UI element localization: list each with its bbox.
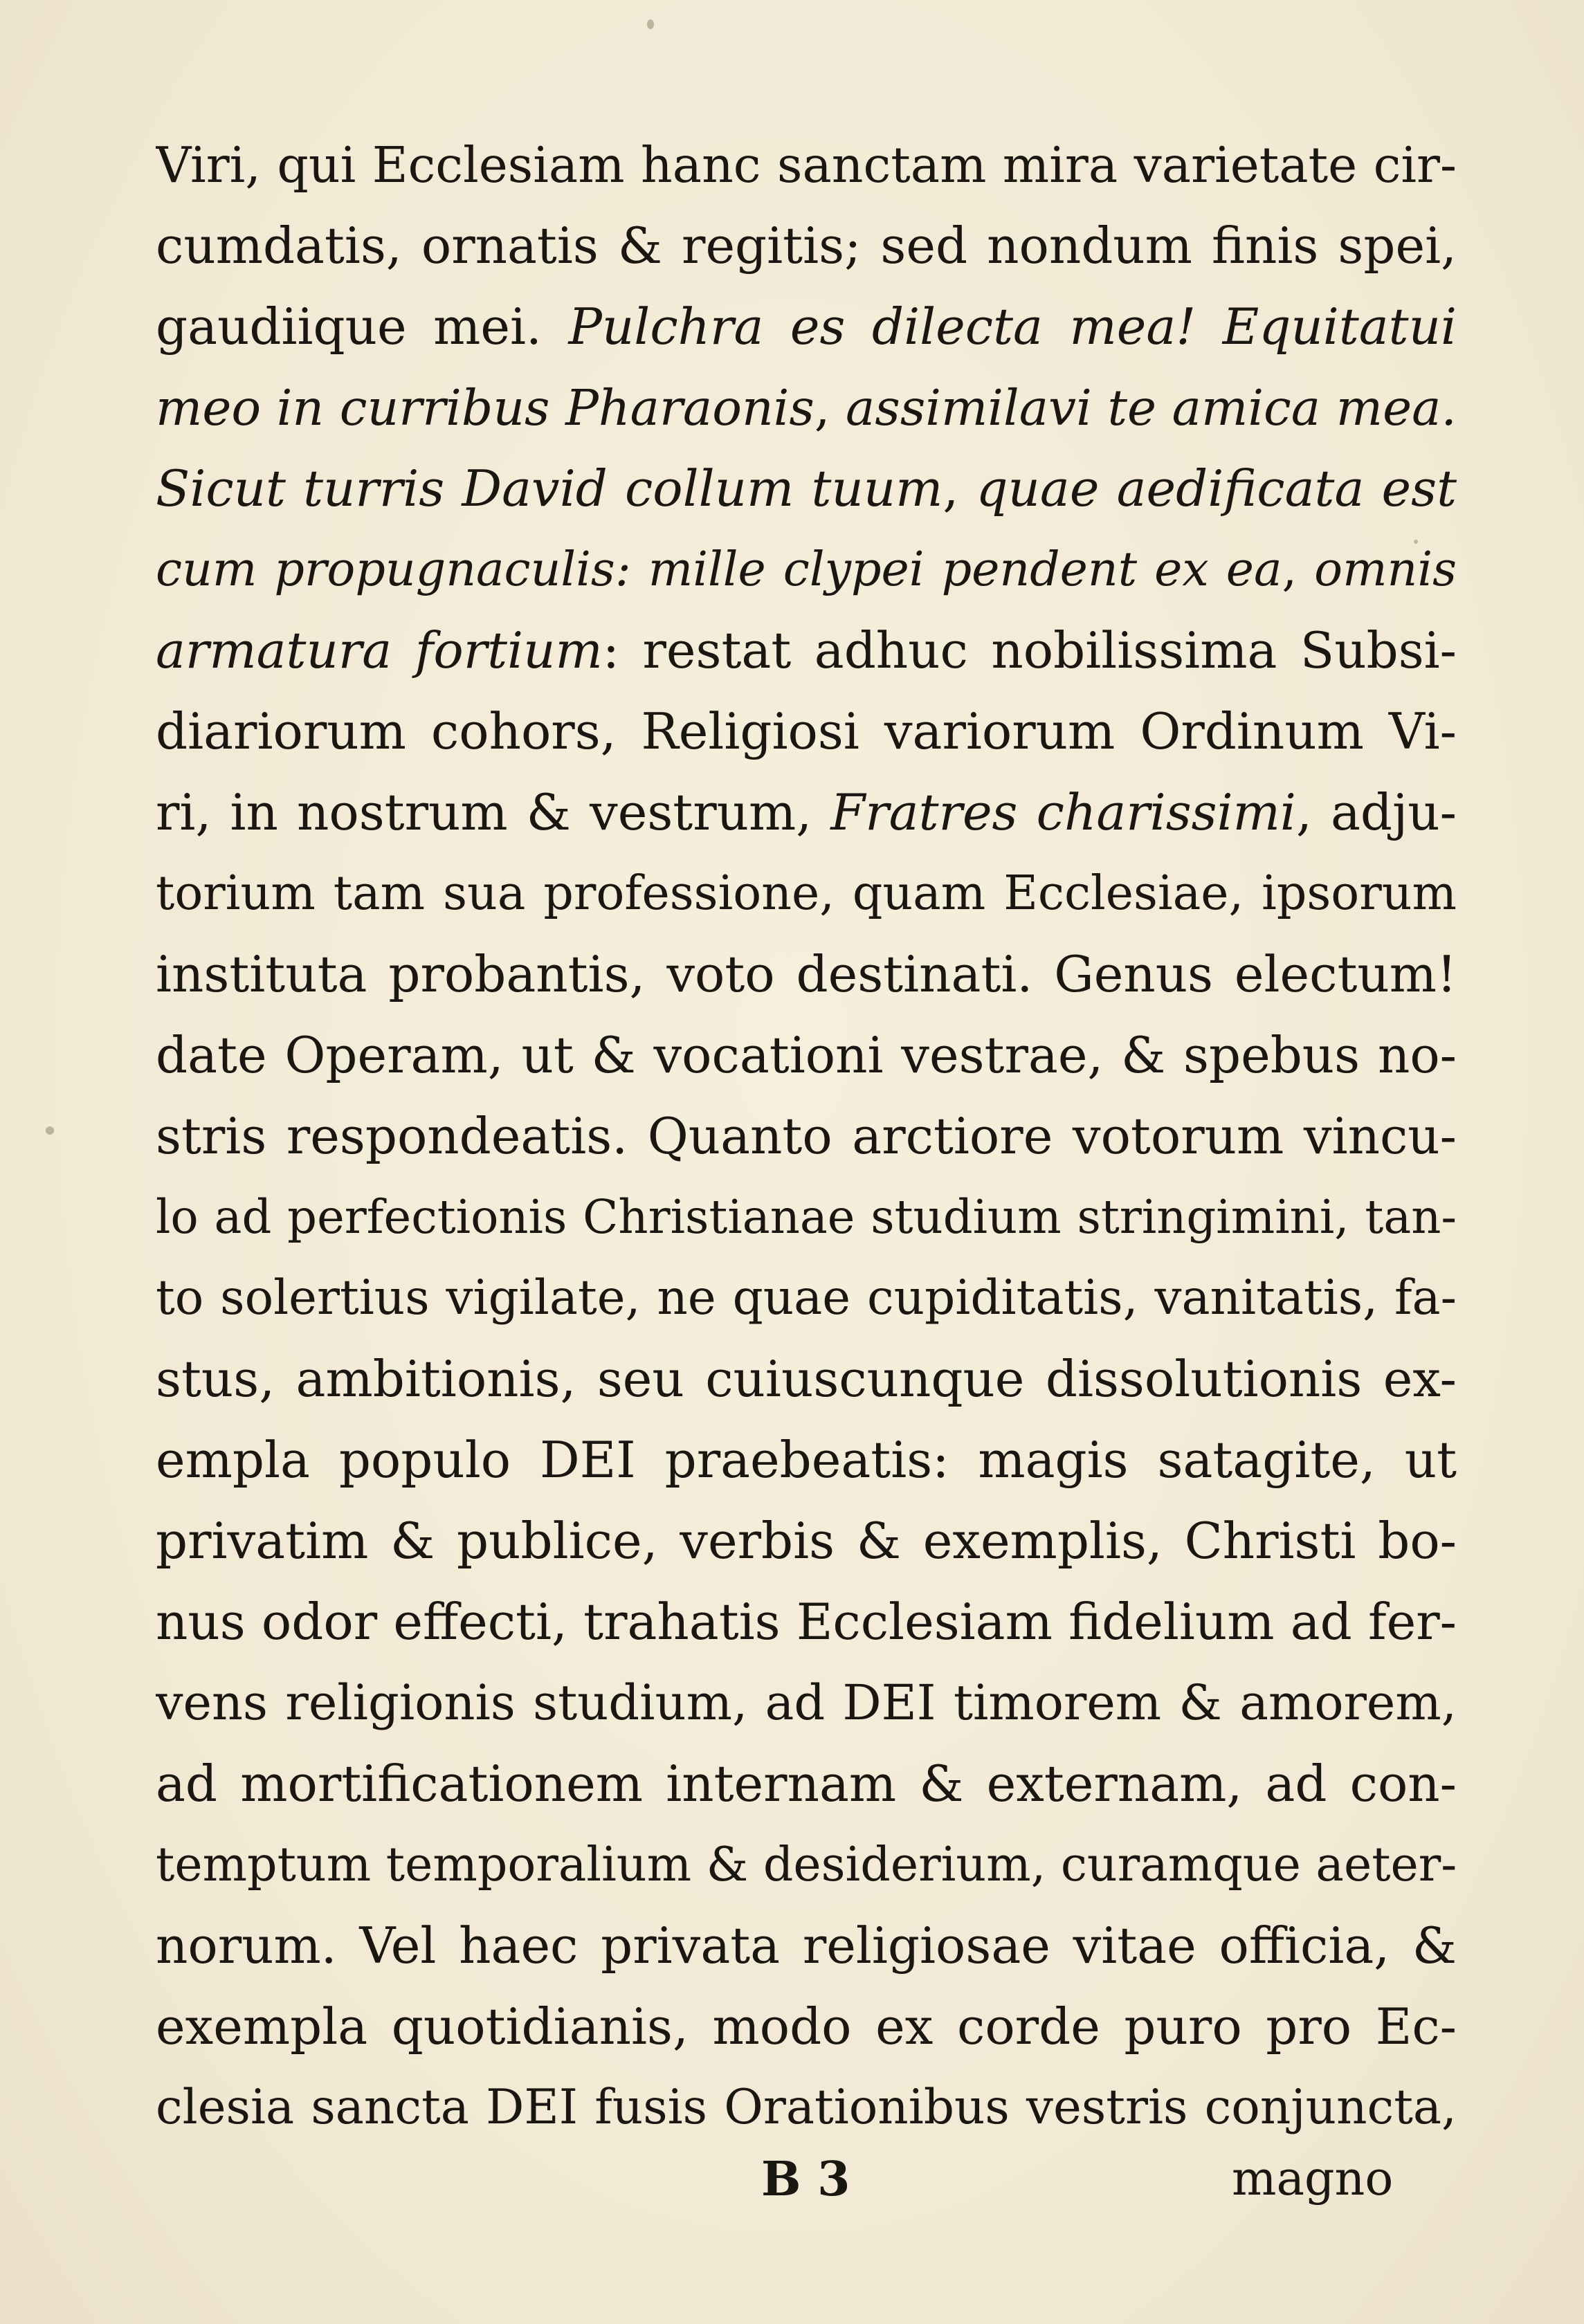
text-segment: lo ad perfectionis Christianae studium stringimini, tan-	[156, 1190, 1457, 1244]
text-segment: : restat adhuc nobilissima Subsi-	[602, 621, 1457, 679]
text-segment: , adju-	[1295, 783, 1457, 841]
text-line	[156, 529, 1457, 610]
text-line	[156, 1339, 1457, 1420]
italic-text-segment: meo in curribus Pharaonis	[156, 379, 814, 437]
paper-speck	[647, 19, 654, 29]
text-segment: instituta probantis, voto destinati. Genus electum!	[156, 945, 1457, 1003]
text-line	[156, 934, 1457, 1015]
text-segment: ,	[814, 379, 846, 437]
italic-text-segment: quae aedificata est	[976, 459, 1457, 518]
text-line	[156, 2067, 1457, 2148]
text-segment: ad mortificationem internam & externam, ad con-	[156, 1755, 1457, 1813]
text-segment: ,	[1282, 542, 1315, 597]
text-line	[156, 367, 1457, 448]
text-line	[156, 610, 1457, 691]
text-segment: vens religionis studium, ad DEI timorem & amorem,	[156, 1674, 1457, 1731]
text-segment: diariorum cohors, Religiosi variorum Ordinum Vi-	[156, 702, 1457, 760]
text-segment: cumdatis, ornatis & regitis; sed nondum finis spei,	[156, 217, 1457, 275]
text-line	[156, 1744, 1457, 1824]
text-segment: nus odor effecti, trahatis Ecclesiam fidelium ad fer-	[156, 1593, 1457, 1651]
text-segment: empla populo DEI praebeatis: magis satagite, ut	[156, 1431, 1457, 1489]
italic-text-segment: armatura fortium	[156, 621, 603, 679]
text-line	[156, 1420, 1457, 1501]
italic-text-segment: Fratres charissimi	[830, 783, 1296, 841]
text-segment: gaudiique mei.	[156, 298, 569, 356]
text-segment: norum. Vel haec privata religiosae vitae officia, &	[156, 1916, 1457, 1975]
text-segment: torium tam sua professione, quam Ecclesiae, ipsorum	[156, 866, 1457, 921]
text-line	[156, 1501, 1457, 1582]
italic-text-segment: Sicut turris David collum tuum	[156, 459, 943, 518]
text-line	[156, 1096, 1457, 1177]
text-line	[156, 1258, 1457, 1339]
text-line	[156, 853, 1457, 934]
text-line	[156, 772, 1457, 853]
text-line	[156, 448, 1457, 529]
text-segment: privatim & publice, verbis & exemplis, Christi bo-	[156, 1512, 1457, 1570]
text-line	[156, 1905, 1457, 1986]
text-segment: ,	[943, 459, 976, 518]
catchword: magno	[1232, 2152, 1394, 2206]
text-segment: stris respondeatis. Quanto arctiore votorum vincu-	[156, 1107, 1457, 1165]
body-text	[156, 125, 1457, 2148]
text-line	[156, 1177, 1457, 1258]
text-segment: temptum temporalium & desiderium, curamque aeter-	[156, 1838, 1457, 1892]
text-segment: stus, ambitionis, seu cuiuscunque dissolutionis ex-	[156, 1350, 1457, 1408]
text-segment: date Operam, ut & vocationi vestrae, & spebus no-	[156, 1026, 1457, 1084]
italic-text-segment: omnis	[1314, 542, 1457, 597]
text-segment: Viri, qui Ecclesiam hanc sanctam mira varietate cir-	[156, 136, 1457, 194]
text-line	[156, 125, 1457, 205]
italic-text-segment: Pulchra es dilecta mea! Equitatui	[568, 298, 1457, 356]
paper-speck	[46, 1126, 54, 1135]
signature-mark: B 3	[761, 2152, 850, 2207]
page-footer	[0, 2152, 1584, 2221]
text-segment: ri, in nostrum & vestrum,	[156, 783, 831, 841]
text-line	[156, 205, 1457, 286]
text-segment: to solertius vigilate, ne quae cupiditatis, vanitatis, fa-	[156, 1270, 1457, 1326]
italic-text-segment: assimilavi te amica mea.	[846, 379, 1457, 437]
text-line	[156, 1986, 1457, 2067]
text-segment: clesia sancta DEI fusis Orationibus vestris conjuncta,	[156, 2080, 1457, 2135]
text-line	[156, 1582, 1457, 1663]
text-line	[156, 1824, 1457, 1905]
text-segment: exempla quotidianis, modo ex corde puro pro Ec-	[156, 1997, 1457, 2056]
text-line	[156, 1015, 1457, 1096]
text-line	[156, 691, 1457, 772]
text-line	[156, 286, 1457, 367]
text-line	[156, 1663, 1457, 1744]
italic-text-segment: cum propugnaculis: mille clypei pendent ex ea	[156, 542, 1282, 597]
